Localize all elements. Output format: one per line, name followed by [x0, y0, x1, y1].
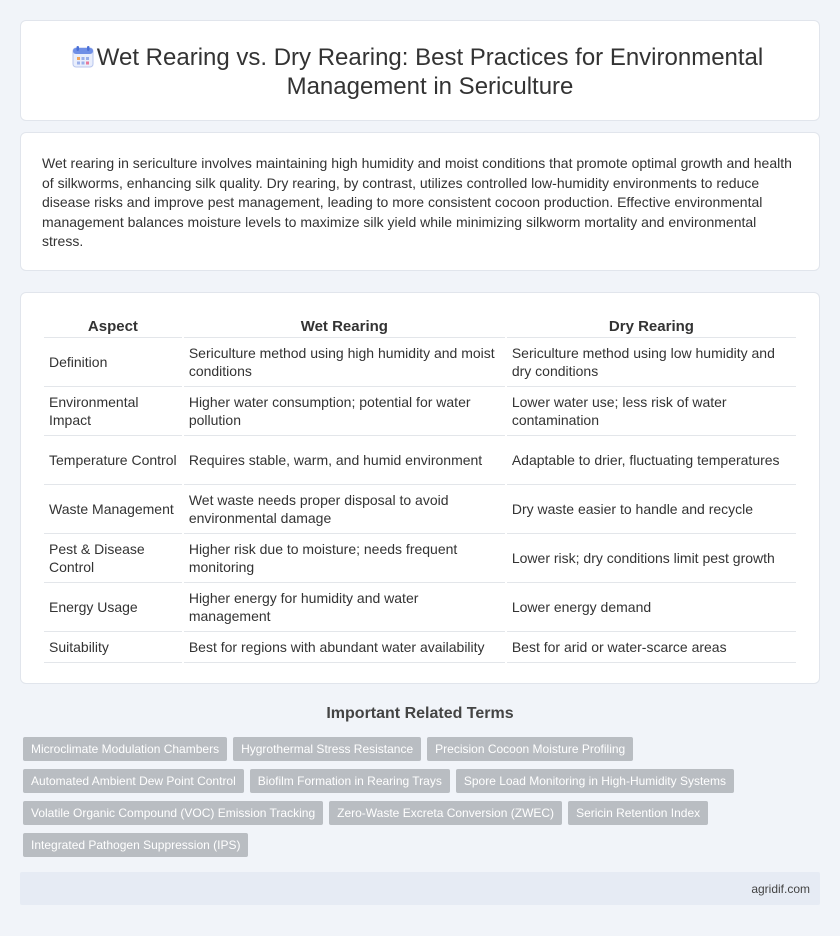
table-cell-wet: Higher risk due to moisture; needs frequent monitoring	[184, 534, 505, 583]
table-cell-dry: Lower risk; dry conditions limit pest growth	[507, 534, 796, 583]
related-terms-heading: Important Related Terms	[326, 705, 514, 722]
table-cell-dry: Best for arid or water-scarce areas	[507, 632, 796, 663]
table-cell-wet: Requires stable, warm, and humid environment	[184, 436, 505, 485]
related-term-tag[interactable]: Zero-Waste Excreta Conversion (ZWEC)	[329, 801, 562, 825]
summary-text: Wet rearing in sericulture involves maintaining high humidity and moist conditions that promote optimal growth and health of silkworms, enhancing silk quality. Dry rearing, by contrast, utilizes controlled low-humidity environments to reduce disease risks and improve pest management, leading to more consistent cocoon production. Effective environmental management balances moisture levels to maximize silk yield while minimizing silkworm mortality and environmental stress.	[42, 155, 792, 249]
table-cell-aspect: Pest & Disease Control	[44, 534, 182, 583]
table-row	[44, 485, 796, 534]
related-term-tag[interactable]: Precision Cocoon Moisture Profiling	[427, 737, 633, 761]
comparison-table	[42, 314, 798, 663]
table-row	[44, 338, 796, 387]
table-cell-wet: Wet waste needs proper disposal to avoid environmental damage	[184, 485, 505, 534]
table-cell-aspect: Definition	[44, 338, 182, 387]
summary-card	[20, 132, 820, 271]
table-cell-aspect: Waste Management	[44, 485, 182, 534]
table-cell-wet: Best for regions with abundant water availability	[184, 632, 505, 663]
table-row	[44, 387, 796, 436]
table-cell-wet: Sericulture method using high humidity and moist conditions	[184, 338, 505, 387]
comparison-table-card	[20, 292, 820, 684]
related-term-tag[interactable]: Hygrothermal Stress Resistance	[233, 737, 421, 761]
table-header-row	[44, 314, 796, 338]
related-term-tag[interactable]: Spore Load Monitoring in High-Humidity Systems	[456, 769, 734, 793]
related-term-tag[interactable]: Volatile Organic Compound (VOC) Emission Tracking	[23, 801, 323, 825]
table-cell-dry: Lower water use; less risk of water contamination	[507, 387, 796, 436]
table-cell-wet: Higher energy for humidity and water management	[184, 583, 505, 632]
column-header: Wet Rearing	[184, 314, 505, 338]
table-cell-dry: Lower energy demand	[507, 583, 796, 632]
column-header: Aspect	[44, 314, 182, 338]
related-term-tag[interactable]: Automated Ambient Dew Point Control	[23, 769, 244, 793]
related-term-tag[interactable]: Microclimate Modulation Chambers	[23, 737, 227, 761]
page-title: Wet Rearing vs. Dry Rearing: Best Practices for Environmental Management in Sericulture	[96, 44, 764, 100]
related-term-tag[interactable]: Sericin Retention Index	[568, 801, 708, 825]
table-row	[44, 534, 796, 583]
table-row	[44, 436, 796, 485]
table-row	[44, 632, 796, 663]
table-cell-aspect: Environmental Impact	[44, 387, 182, 436]
table-cell-dry: Dry waste easier to handle and recycle	[507, 485, 796, 534]
table-cell-aspect: Energy Usage	[44, 583, 182, 632]
related-term-tag[interactable]: Biofilm Formation in Rearing Trays	[250, 769, 450, 793]
related-term-tag[interactable]: Integrated Pathogen Suppression (IPS)	[23, 833, 248, 857]
title-card	[20, 20, 820, 121]
table-cell-dry: Sericulture method using low humidity and dry conditions	[507, 338, 796, 387]
table-cell-aspect: Suitability	[44, 632, 182, 663]
column-header: Dry Rearing	[507, 314, 796, 338]
table-cell-dry: Adaptable to drier, fluctuating temperatures	[507, 436, 796, 485]
footer	[20, 872, 820, 905]
table-cell-aspect: Temperature Control	[44, 436, 182, 485]
table-cell-wet: Higher water consumption; potential for water pollution	[184, 387, 505, 436]
related-terms-list	[23, 737, 743, 865]
table-row	[44, 583, 796, 632]
footer-site-link[interactable]: agridif.com	[751, 882, 810, 896]
